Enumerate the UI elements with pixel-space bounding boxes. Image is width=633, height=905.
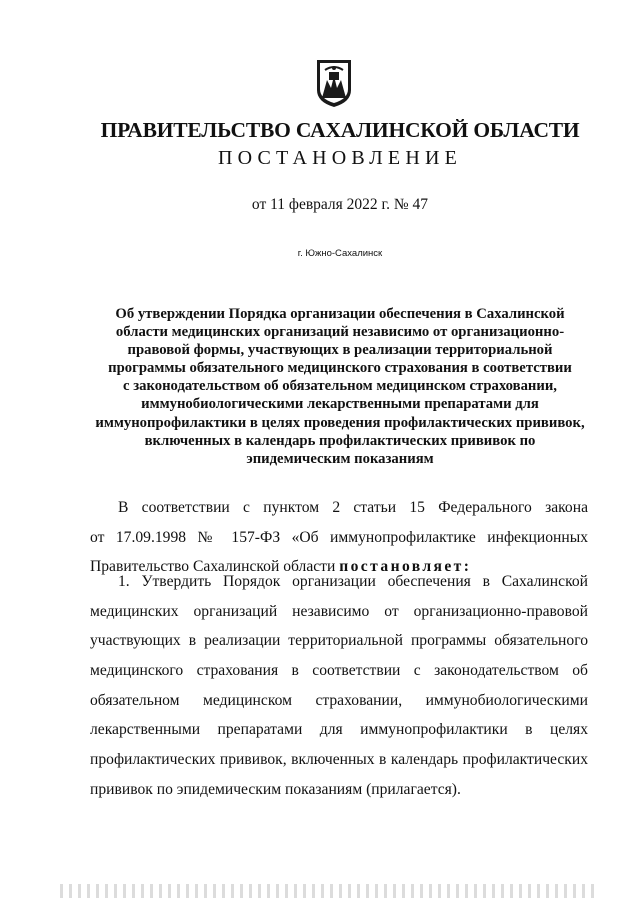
preamble-text: Правительство Сахалинской области	[90, 558, 340, 576]
title-line: с законодательством об обязательном медицинском страховании,	[123, 378, 557, 395]
title-line: включенных в календарь профилактических прививок по	[144, 432, 536, 449]
government-name: ПРАВИТЕЛЬСТВО САХАЛИНСКОЙ ОБЛАСТИ	[100, 118, 580, 142]
preamble-line: В соответствии с пунктом 2 статьи 15 Федерального закона	[118, 499, 588, 516]
clause-line: медицинских организаций независимо от организационно-правовой	[90, 602, 588, 620]
clause-line: лекарственными препаратами для иммунопрофилактики в целях	[90, 721, 588, 739]
resolves-keyword: постановляет:	[339, 558, 472, 576]
coat-of-arms-icon	[315, 58, 353, 108]
title-line: правовой формы, участвующих в реализации территориальной	[127, 342, 553, 359]
clause-line: обязательном медицинском страховании, иммунобиологическими	[90, 691, 588, 709]
footer-scan-line	[60, 884, 600, 898]
document-type: ПОСТАНОВЛЕНИЕ	[217, 147, 463, 169]
title-line: эпидемическим показаниям	[246, 450, 434, 467]
title-line: Об утверждении Порядка организации обеспечения в Сахалинской	[115, 306, 565, 322]
title-line: иммунопрофилактики в целях проведения профилактических прививок,	[95, 414, 585, 431]
title-line: иммунобиологическими лекарственными препаратами для	[141, 396, 539, 413]
clause-line: прививок по эпидемическим показаниям (прилагается).	[90, 780, 461, 798]
clause-line: медицинского страхования в соответствии с законодательством об	[90, 662, 588, 680]
document-date-number: от 11 февраля 2022 г. № 47	[251, 196, 429, 213]
title-line: области медицинских организаций независимо от организационно-	[115, 324, 565, 341]
clause-line: профилактических прививок, включенных в календарь профилактических	[90, 751, 588, 769]
title-line: программы обязательного медицинского страхования в соответствии	[108, 360, 572, 377]
clause-1-paragraph	[90, 567, 588, 805]
clause-line: участвующих в реализации территориальной программы обязательного	[90, 632, 588, 650]
clause-line: 1. Утвердить Порядок организации обеспечения в Сахалинской	[118, 573, 588, 590]
document-city: г. Южно-Сахалинск	[297, 248, 383, 259]
document-title	[82, 305, 598, 468]
preamble-line: от 17.09.1998 № 157-ФЗ «Об иммунопрофилактике инфекционных	[90, 528, 588, 546]
